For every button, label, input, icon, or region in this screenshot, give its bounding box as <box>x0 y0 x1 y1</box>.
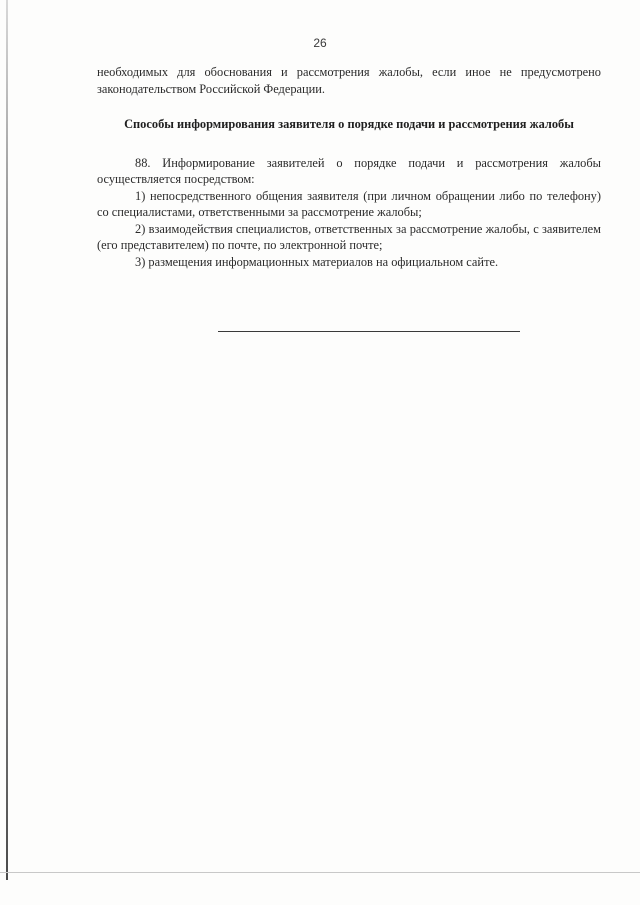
list-item-2: 2) взаимодействия специалистов, ответственных за рассмотрение жалобы, с заявителем (его представителем) по почте, по электронной почте; <box>97 221 601 252</box>
scan-left-edge <box>6 0 8 880</box>
scan-bottom-edge <box>0 872 640 873</box>
document-content <box>97 64 601 270</box>
list-item-3: 3) размещения информационных материалов на официальном сайте. <box>135 254 499 269</box>
page-number: 26 <box>313 36 327 50</box>
closing-separator-line <box>218 331 520 332</box>
list-item-1: 1) непосредственного общения заявителя (при личном обращении либо по телефону) со специалистами, ответственными за рассмотрение жалобы; <box>97 188 601 219</box>
continuation-paragraph: необходимых для обоснования и рассмотрения жалобы, если иное не предусмотрено законодательством Российской Федерации. <box>97 65 601 96</box>
section-body <box>97 155 601 271</box>
paragraph-88: 88. Информирование заявителей о порядке подачи и рассмотрения жалобы осуществляется посредством: <box>97 155 601 186</box>
section-heading: Способы информирования заявителя о порядке подачи и рассмотрения жалобы <box>124 117 574 131</box>
